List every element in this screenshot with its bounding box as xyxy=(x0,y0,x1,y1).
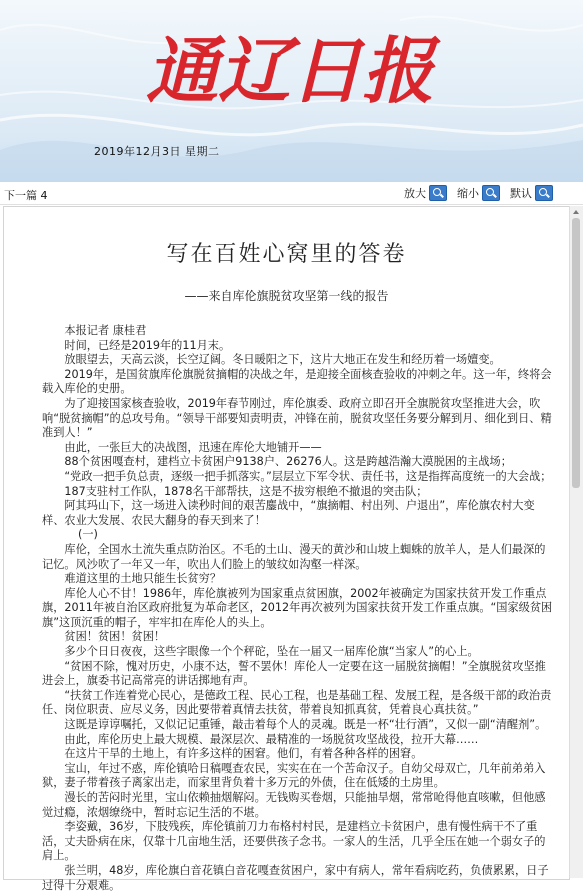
scroll-up-arrow-icon[interactable] xyxy=(573,210,579,214)
article-body xyxy=(42,324,554,893)
article-subtitle: ——来自库伦旗脱贫攻坚第一线的报告 xyxy=(184,289,389,303)
article-paragraph: 时间，已经是2019年的11月末。 xyxy=(64,338,231,352)
zoom-in-button[interactable] xyxy=(404,185,447,201)
article-paragraph: 这既是谆谆嘱托，又似记记重锤，敲击着每个人的灵魂。既是一杯“壮行酒”，又似一副“清醒剂”。 xyxy=(64,718,547,732)
default-size-button[interactable] xyxy=(510,185,553,201)
masthead-logo xyxy=(140,10,440,120)
article-paragraph: 在这片干旱的土地上，有许多这样的困窘。他们，有着各种各样的困窘。 xyxy=(64,747,423,761)
article-paragraph: 阿其玛山下，这一场进入读秒时间的艰苦鏖战中，“旗摘帽、村出列、户退出”，库伦旗农村大变样、农业大发展、农民大翻身的春天到来了！ xyxy=(42,499,535,527)
scrollbar-thumb[interactable] xyxy=(572,218,580,488)
masthead-title: 通辽日报 xyxy=(145,28,435,113)
article-paragraph: 为了迎接国家核查验收，2019年春节刚过，库伦旗委、政府立即召开全旗脱贫攻坚推进大会，吹响“脱贫摘帽”的总攻号角。“领导干部要知责明责，冲锋在前，脱贫攻坚任务要分解到月、细化到日、精准到人！” xyxy=(42,396,552,440)
article-paragraph: 难道这里的土地只能生长贫穷？ xyxy=(64,572,222,586)
masthead-banner xyxy=(0,0,583,182)
article-paragraph: 库伦人心不甘！1986年，库伦旗被列为国家重点贫困旗，2002年被确定为国家扶贫开发工作重点旗，2011年被自治区政府批复为革命老区，2012年再次被列为国家扶贫开发工作重点旗。“国家级贫困旗”这顶沉重的帽子，牢牢扣在库伦人的头上。 xyxy=(42,586,553,629)
article-paragraph: “党政一把手负总责，逐级一把手抓落实。”层层立下军令状、责任书，这是指挥高度统一的大会战； xyxy=(64,469,552,483)
article-paragraph: 张兰明，48岁，库伦旗白音花镇白音花嘎查贫困户，家中有病人，常年看病吃药，负债累累，日子过得十分艰难。 xyxy=(42,863,549,892)
article-paragraph: 88个贫困嘎查村，建档立卡贫困户9138户、26276人。这是跨越浩瀚大漠脱困的主战场； xyxy=(64,455,512,469)
zoom-out-button[interactable] xyxy=(457,185,500,201)
reader-toolbar xyxy=(0,182,583,205)
section-number: (一) xyxy=(78,528,98,542)
article-paragraph: 由此，一张巨大的决战图，迅速在库伦大地铺开—— xyxy=(64,440,322,454)
zoom-in-label: 放大 xyxy=(404,187,426,200)
article-paragraph: 放眼望去，天高云淡，长空辽阔。冬日暖阳之下，这片大地正在发生和经历着一场嬗变。 xyxy=(64,353,501,367)
article-paragraph: “扶贫工作连着党心民心，是德政工程、民心工程，也是基础工程、发展工程，是各级干部的政治责任、岗位职责、应尽义务，因此要带着真情去扶贫，带着良知抓真贫，凭着良心真扶贫。” xyxy=(42,688,552,717)
article-paragraph: 漫长的苦闷时光里，宝山依赖抽烟解闷。无钱购买卷烟，只能抽旱烟，常常呛得他直咳嗽，但他感觉过瘾，浓烟缭绕中，暂时忘记生活的不堪。 xyxy=(42,791,546,819)
article-paragraph: 库伦，全国水土流失重点防治区。不毛的土山、漫天的黄沙和山坡上蜘蛛的放羊人，是人们最深的记忆。风沙吹了一年又一年，吹出人们脸上的皱纹如沟壑一样深。 xyxy=(42,542,546,571)
article-paragraph: 宝山，年过不惑，库伦镇哈日稿嘎查农民，实实在在一个苦命汉子。自幼父母双亡，几年前弟弟入狱，妻子带着孩子离家出走，而家里背负着十多万元的外债，住在低矮的土房里。 xyxy=(42,761,546,790)
article-paragraph: “贫困不除，愧对历史，小康不达，誓不罢休！库伦人一定要在这一届脱贫摘帽！”全旗脱贫攻坚推进会上，旗委书记高常亮的讲话掷地有声。 xyxy=(42,659,546,688)
zoom-controls xyxy=(394,185,553,201)
article-title: 写在百姓心窝里的答卷 xyxy=(166,242,407,267)
article-scrollbar[interactable] xyxy=(569,206,583,878)
magnifier-icon xyxy=(482,185,500,201)
article-paragraph: 2019年，是国贫旗库伦旗脱贫摘帽的决战之年，是迎接全面核查验收的冲刺之年。这一年，终将会载入库伦的史册。 xyxy=(42,367,552,396)
article-paragraph: 贫困！贫困！贫困！ xyxy=(64,630,166,644)
article-panel xyxy=(3,206,570,892)
magnifier-icon xyxy=(429,185,447,201)
next-article-link[interactable]: 下一篇 4 xyxy=(4,189,48,202)
default-size-label: 默认 xyxy=(510,187,532,200)
article-paragraph: 由此，库伦历史上最大规模、最深层次、最精准的一场脱贫攻坚战役，拉开大幕…… xyxy=(64,732,479,746)
magnifier-icon xyxy=(535,185,553,201)
article-paragraph: 多少个日日夜夜，这些字眼像一个个秤砣，坠在一届又一届库伦旗“当家人”的心上。 xyxy=(64,645,479,659)
article-paragraph: 187支驻村工作队，1878名干部帮扶，这是不拔穷根绝不撤退的突击队； xyxy=(64,484,428,498)
issue-date: 2019年12月3日 星期二 xyxy=(94,145,220,158)
zoom-out-label: 缩小 xyxy=(457,187,479,200)
article-byline: 本报记者 康桂君 xyxy=(64,324,147,337)
article-paragraph: 李姿戴，36岁，下肢残疾，库伦镇前刀力布格村村民，是建档立卡贫困户，患有慢性病干不了重活，丈夫卧病在床，仅靠十几亩地生活，还要供孩子念书。一家人的生活，几乎全压在她一个弱女子的肩上。 xyxy=(42,820,546,863)
